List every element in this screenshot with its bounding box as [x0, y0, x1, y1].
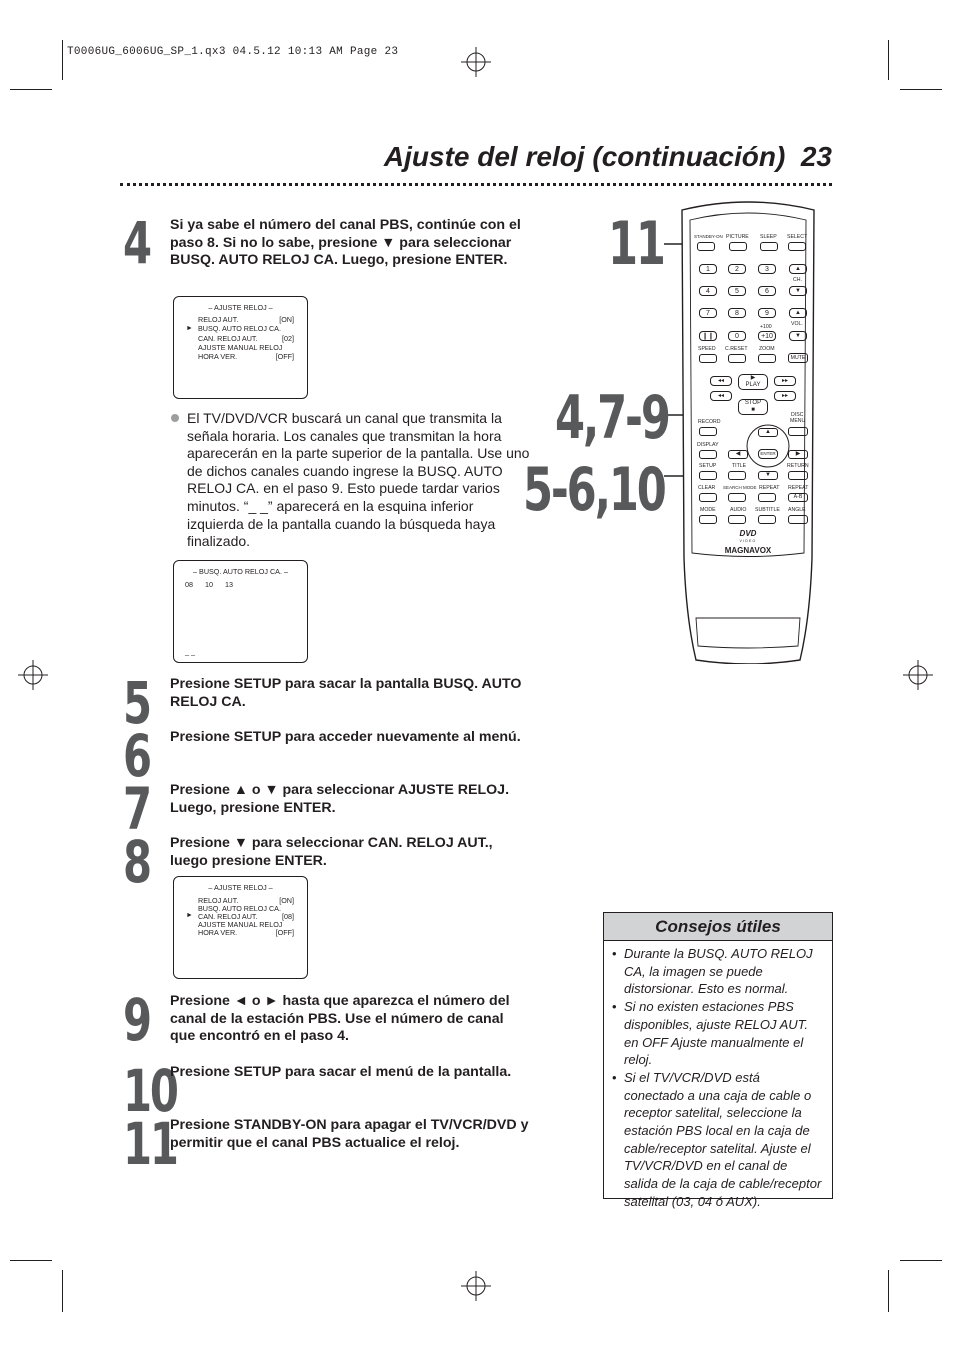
- crop-mark: [10, 1260, 52, 1261]
- step-number-6: 6: [123, 722, 150, 790]
- crop-mark: [10, 89, 52, 90]
- digit-5-button[interactable]: 5: [728, 286, 746, 296]
- remote-label: DISPLAY: [697, 442, 719, 448]
- disc-menu-button[interactable]: [788, 427, 808, 436]
- subtitle-button[interactable]: [758, 515, 776, 524]
- setup-button[interactable]: [699, 471, 717, 480]
- remote-label: SPEED: [698, 346, 716, 352]
- remote-label: STANDBY-ON: [694, 234, 723, 239]
- forward-skip-button[interactable]: ▸▸: [774, 376, 796, 386]
- osd-channel: 10: [205, 580, 213, 589]
- ch-up-button[interactable]: ▲: [789, 264, 807, 274]
- down-arrow-button[interactable]: ▼: [758, 471, 778, 480]
- osd-row: BUSQ. AUTO RELOJ CA.: [198, 904, 281, 913]
- pause-button[interactable]: ❙❙: [699, 331, 717, 341]
- callout-label-arrows: 4,7-9: [555, 383, 669, 453]
- remote-label: REPEAT: [788, 485, 809, 491]
- clear-button[interactable]: [699, 493, 717, 502]
- standby-button[interactable]: [697, 242, 715, 251]
- up-arrow-button[interactable]: ▲: [758, 428, 778, 437]
- step-text-8: Presione ▼ para seleccionar CAN. RELOJ AUT., luego presione ENTER.: [170, 835, 493, 869]
- osd-row: RELOJ AUT. [ON]: [198, 896, 294, 905]
- osd-screen-ajuste-reloj: [173, 296, 308, 399]
- remote-label: C.RESET: [725, 346, 748, 352]
- osd-title: – AJUSTE RELOJ –: [208, 883, 273, 892]
- remote-label: PICTURE: [726, 234, 749, 240]
- step-text-6: Presione SETUP para acceder nuevamente al menú.: [170, 729, 521, 745]
- play-label: PLAY: [745, 382, 761, 388]
- dvd-logo-sub: VIDEO: [739, 539, 757, 543]
- osd-row: AJUSTE MANUAL RELOJ: [198, 920, 283, 929]
- display-button[interactable]: [699, 450, 717, 459]
- digit-9-button[interactable]: 9: [758, 308, 776, 318]
- osd-footer: _ _: [185, 647, 195, 656]
- osd-row: HORA VER. [OFF]: [198, 928, 294, 937]
- page-title-text: Ajuste del reloj (continuación): [383, 141, 786, 172]
- stop-label: STOP: [744, 400, 762, 406]
- play-button[interactable]: ▶ PLAY: [738, 374, 768, 390]
- speed-button[interactable]: [699, 354, 717, 363]
- remote-label: RECORD: [698, 419, 721, 425]
- crop-mark: [62, 1270, 63, 1312]
- crop-mark: [900, 89, 942, 90]
- remote-label: MENU: [790, 418, 806, 424]
- vol-down-button[interactable]: ▼: [789, 331, 807, 341]
- remote-label: AUDIO: [730, 507, 747, 513]
- remote-label: ZOOM: [759, 346, 775, 352]
- page-title: [384, 141, 832, 173]
- stop-button[interactable]: STOP ■: [738, 399, 768, 415]
- remote-label: TITLE: [732, 463, 747, 469]
- mode-button[interactable]: [699, 515, 717, 524]
- bullet-note: El TV/DVD/VCR buscará un canal que transmita la señala horaria. Los canales que transmitan la hora aparecerán en la parte superior de la pantalla. Use uno de dichos canales cuando ingrese la BUSQ. AUTO RELOJ CA. en el paso 9. Esto puede tardar varios minutos. “_ _” aparecerá en la esquina inferior izquierda de la pantalla cuando la búsqueda haya finalizado.: [187, 410, 530, 550]
- crop-mark: [888, 1270, 889, 1312]
- digit-7-button[interactable]: 7: [699, 308, 717, 318]
- right-arrow-button[interactable]: ▶: [788, 450, 808, 459]
- angle-button[interactable]: [788, 515, 808, 524]
- digit-2-button[interactable]: 2: [728, 264, 746, 274]
- left-arrow-button[interactable]: ◀: [728, 450, 748, 459]
- sleep-button[interactable]: [760, 242, 778, 251]
- digit-6-button[interactable]: 6: [758, 286, 776, 296]
- remote-label: CLEAR: [698, 485, 716, 491]
- osd-row: BUSQ. AUTO RELOJ CA.: [198, 324, 281, 333]
- zoom-button[interactable]: [758, 354, 776, 363]
- remote-label: ANGLE: [788, 507, 806, 513]
- digit-3-button[interactable]: 3: [758, 264, 776, 274]
- remote-label: SUBTITLE: [755, 507, 780, 513]
- remote-label: SLEEP: [760, 234, 777, 240]
- remote-label: DISC: [791, 412, 804, 418]
- tip-item: • Si no existen estaciones PBS disponibles, ajuste RELOJ AUT. en OFF Ajuste manualmente el reloj.: [612, 998, 822, 1069]
- digit-4-button[interactable]: 4: [699, 286, 717, 296]
- search-mode-button[interactable]: [728, 493, 746, 502]
- forward-button[interactable]: ▸▸: [774, 391, 796, 401]
- remote-label: SELECT: [787, 234, 808, 240]
- rewind-button[interactable]: ◂◂: [710, 391, 732, 401]
- picture-button[interactable]: [729, 242, 747, 251]
- remote-label: VOL.: [791, 321, 803, 327]
- step-text-9: Presione ◄ o ► hasta que aparezca el número del canal de la estación PBS. Use el número de canal que encontró en el paso 4.: [170, 993, 510, 1044]
- digit-1-button[interactable]: 1: [699, 264, 717, 274]
- remote-label: SEARCH MODE: [723, 485, 757, 490]
- remote-control: [676, 198, 820, 664]
- tips-heading: Consejos útiles: [604, 913, 832, 941]
- tips-list: [604, 941, 832, 1211]
- remote-label: +100: [760, 324, 772, 330]
- osd-row: CAN. RELOJ AUT. [08]: [198, 912, 294, 921]
- step-number-7: 7: [123, 775, 150, 843]
- osd-channel: 08: [185, 580, 193, 589]
- step-text-7: Presione ▲ o ▼ para seleccionar AJUSTE RELOJ. Luego, presione ENTER.: [170, 782, 510, 816]
- ch-down-button[interactable]: ▼: [789, 286, 807, 296]
- osd-title: – BUSQ. AUTO RELOJ CA. –: [193, 567, 288, 576]
- tip-item: • Si el TV/VCR/DVD está conectado a una caja de cable o receptor satelital, seleccione la estación PBS local en la caja de cable/receptor satelital. Ajuste el TV/VCR/DVD en el canal de salida de la caja de cable/receptor satelital (03, 04 ó AUX).: [612, 1069, 822, 1211]
- tip-item: • Durante la BUSQ. AUTO RELOJ CA, la imagen se puede distorsionar. Esto es normal.: [612, 945, 822, 998]
- bullet-icon: [171, 414, 179, 422]
- creset-button[interactable]: [728, 354, 746, 363]
- osd-channel: 13: [225, 580, 233, 589]
- registration-mark-icon: [461, 1271, 491, 1301]
- step-number-10: 10: [123, 1057, 177, 1125]
- osd-cursor-icon: ►: [186, 325, 193, 332]
- header-dotted-rule: [120, 183, 832, 186]
- registration-mark-icon: [461, 47, 491, 77]
- step-number-4: 4: [123, 209, 150, 277]
- step-number-5: 5: [123, 669, 150, 737]
- repeat-button[interactable]: [758, 493, 776, 502]
- remote-label: REPEAT: [759, 485, 780, 491]
- remote-label: MODE: [700, 507, 716, 513]
- rewind-skip-button[interactable]: ◂◂: [710, 376, 732, 386]
- select-button[interactable]: [788, 242, 806, 251]
- digit-0-button[interactable]: 0: [728, 331, 746, 341]
- osd-cursor-icon: ►: [186, 912, 193, 919]
- step-text-4: Si ya sabe el número del canal PBS, continúe con el paso 8. Si no lo sabe, presione ▼ para seleccionar BUSQ. AUTO RELOJ CA. Luego, presione ENTER.: [170, 217, 521, 268]
- enter-button[interactable]: ENTER: [758, 449, 778, 459]
- dvd-logo-icon: DVD: [739, 529, 757, 538]
- title-button[interactable]: [728, 471, 746, 480]
- callout-label-standby: 11: [608, 209, 664, 279]
- osd-row: RELOJ AUT. [ON]: [198, 315, 294, 324]
- crop-mark: [888, 40, 889, 80]
- callout-label-setup: 5-6,10: [523, 455, 665, 525]
- registration-mark-icon: [18, 660, 48, 690]
- step-number-8: 8: [123, 828, 150, 896]
- osd-row: CAN. RELOJ AUT. [02]: [198, 334, 294, 343]
- print-slug: T0006UG_6006UG_SP_1.qx3 04.5.12 10:13 AM Page 23: [67, 46, 399, 58]
- helpful-tips-box: [603, 912, 833, 1209]
- page-number: 23: [800, 141, 832, 172]
- osd-screen-busq-auto: [173, 560, 308, 663]
- step-number-9: 9: [123, 986, 150, 1054]
- registration-mark-icon: [903, 660, 933, 690]
- osd-screen-can-reloj: [173, 876, 308, 979]
- osd-row: HORA VER. [OFF]: [198, 352, 294, 361]
- remote-label: SETUP: [699, 463, 717, 469]
- vol-up-button[interactable]: ▲: [789, 308, 807, 318]
- digit-8-button[interactable]: 8: [728, 308, 746, 318]
- return-button[interactable]: [788, 471, 808, 480]
- remote-label: RETURN: [787, 463, 809, 469]
- step-text-10: Presione SETUP para sacar el menú de la pantalla.: [170, 1064, 512, 1080]
- plus10-button[interactable]: +10: [758, 331, 776, 341]
- record-button[interactable]: [699, 427, 717, 436]
- mute-button[interactable]: MUTE: [788, 353, 808, 363]
- crop-mark: [900, 1260, 942, 1261]
- osd-row: AJUSTE MANUAL RELOJ: [198, 343, 283, 352]
- repeat-ab-button[interactable]: A-B: [788, 493, 808, 502]
- step-number-11: 11: [123, 1110, 177, 1178]
- brand-logo: MAGNAVOX: [724, 546, 772, 555]
- crop-mark: [62, 40, 63, 80]
- remote-label: CH.: [793, 277, 802, 283]
- step-text-5: Presione SETUP para sacar la pantalla BUSQ. AUTO RELOJ CA.: [170, 676, 522, 710]
- audio-button[interactable]: [728, 515, 746, 524]
- step-text-11: Presione STANDBY-ON para apagar el TV/VCR/DVD y permitir que el canal PBS actualice el reloj.: [170, 1117, 529, 1151]
- osd-title: – AJUSTE RELOJ –: [208, 303, 273, 312]
